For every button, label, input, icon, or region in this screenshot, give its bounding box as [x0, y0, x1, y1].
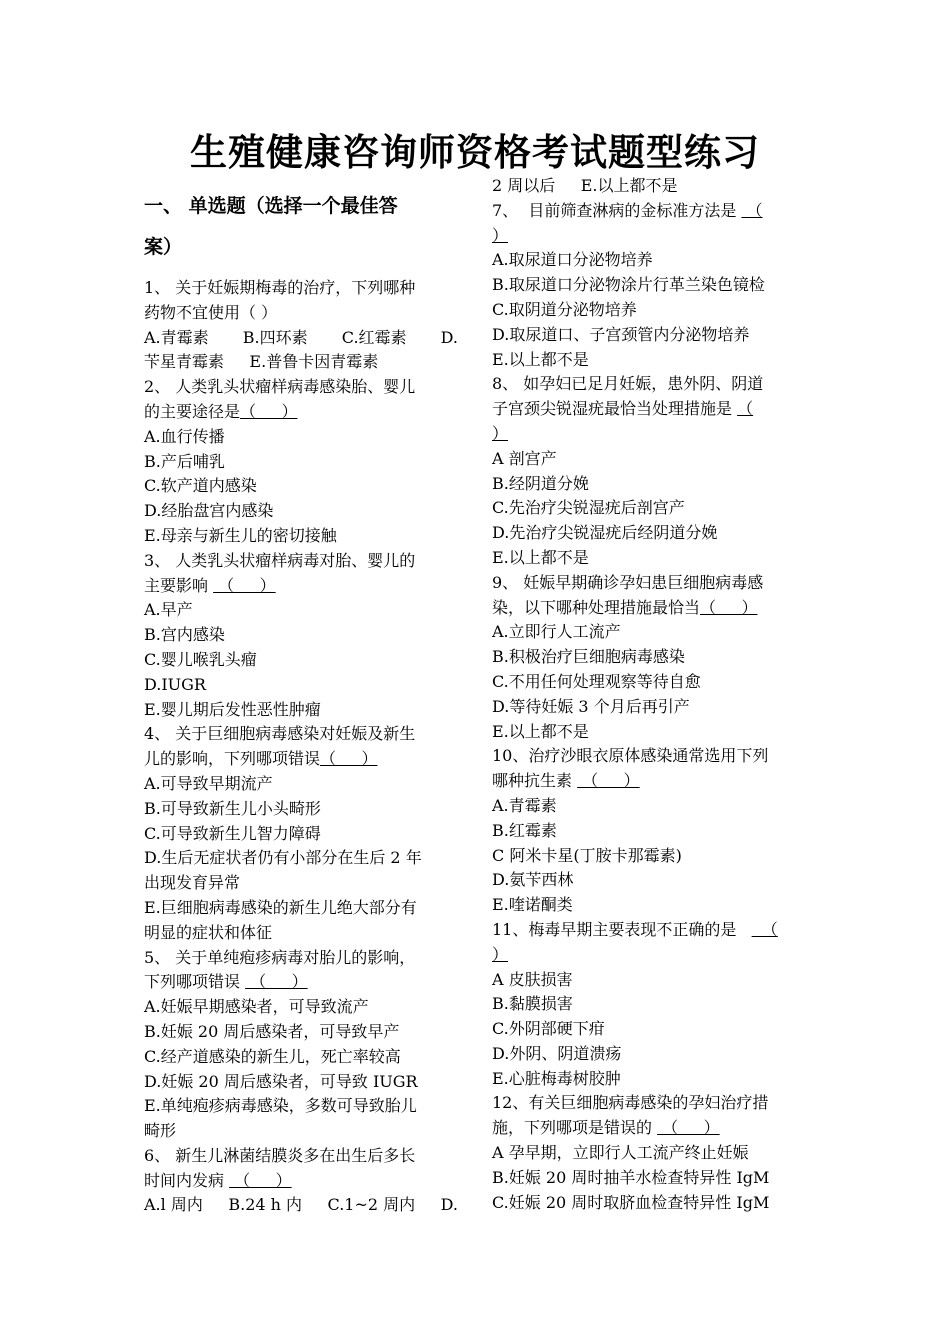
option: E.心脏梅毒树胶肿	[492, 1068, 621, 1088]
option: B.四环素	[242, 327, 308, 347]
option: C.取阴道分泌物培养	[492, 299, 637, 319]
question-text: 下列哪项错误	[144, 972, 246, 992]
answer-blank: ）	[492, 423, 509, 443]
option: B.积极治疗巨细胞病毒感染	[492, 647, 685, 667]
option: A.妊娠早期感染者，可导致流产	[144, 997, 369, 1017]
option: D.等待妊娠 3 个月后再引产	[492, 696, 690, 716]
option: B.红霉素	[492, 820, 557, 840]
option: A 皮肤损害	[492, 969, 573, 989]
option: 明显的症状和体征	[144, 922, 273, 942]
option: A.立即行人工流产	[492, 622, 621, 642]
section-heading: 一、 单选题（选择一个最佳答 案）	[144, 195, 398, 258]
answer-blank: （ ）	[657, 1118, 720, 1138]
question-text: 子宫颈尖锐湿疣最恰当处理措施是	[492, 399, 738, 419]
question-text: 8、 如孕妇已足月妊娠，患外阴、阴道	[492, 374, 764, 394]
answer-blank: ）	[492, 225, 509, 245]
question-6	[144, 1144, 458, 1218]
answer-blank: （ ）	[213, 575, 276, 595]
option: E.以上都不是	[492, 721, 589, 741]
option: A.取尿道口分泌物培养	[492, 250, 653, 270]
question-7	[492, 199, 808, 373]
option: C.外阴部硬下疳	[492, 1019, 605, 1039]
option: B.24 h 内	[228, 1195, 303, 1215]
option: D.氨苄西林	[492, 870, 574, 890]
question-text: 10、治疗沙眼衣原体感染通常选用下列	[492, 746, 769, 766]
option: C.先治疗尖锐湿疣后剖宫产	[492, 498, 685, 518]
question-text: 时间内发病	[144, 1170, 230, 1190]
answer-blank: （	[737, 399, 754, 419]
option: D.	[440, 327, 458, 347]
option: 出现发育异常	[144, 873, 241, 893]
option: 2 周以后 E.以上都不是	[492, 176, 678, 195]
left-column	[144, 186, 458, 1218]
option: C.红霉素	[341, 327, 407, 347]
right-column	[492, 174, 808, 1215]
question-text: 5、 关于单纯疱疹病毒对胎儿的影响，	[144, 947, 416, 967]
question-text: 6、 新生儿淋菌结膜炎多在出生后多长	[144, 1145, 416, 1165]
question-text: 施，下列哪项是错误的	[492, 1118, 658, 1138]
option: C.不用任何处理观察等待自愈	[492, 671, 701, 691]
option: E.以上都不是	[492, 349, 589, 369]
question-text: 9、 妊娠早期确诊孕妇患巨细胞病毒感	[492, 572, 764, 592]
question-text: 3、 人类乳头状瘤样病毒对胎、婴儿的	[144, 550, 416, 570]
option: E.单纯疱疹病毒感染，多数可导致胎儿	[144, 1096, 417, 1116]
option: A.青霉素	[492, 795, 557, 815]
answer-blank: （ ）	[240, 401, 298, 421]
question-3	[144, 549, 458, 723]
answer-blank: （ ）	[320, 749, 378, 769]
option: B.可导致新生儿小头畸形	[144, 798, 321, 818]
option: E.巨细胞病毒感染的新生儿绝大部分有	[144, 897, 417, 917]
question-text: 染，以下哪种处理措施最恰当	[492, 597, 701, 617]
option: C.婴儿喉乳头瘤	[144, 649, 257, 669]
option: C.1~2 周内	[327, 1195, 416, 1215]
question-10	[492, 744, 808, 918]
question-9	[492, 571, 808, 745]
option: D.外阴、阴道溃疡	[492, 1043, 622, 1063]
question-2	[144, 375, 458, 549]
question-text: 1、 关于妊娠期梅毒的治疗，下列哪种	[144, 278, 416, 297]
option: C.软产道内感染	[144, 476, 257, 496]
option: B.黏膜损害	[492, 994, 573, 1014]
option: A.可导致早期流产	[144, 773, 273, 793]
answer-blank: （ ）	[229, 1170, 292, 1190]
option: E.母亲与新生儿的密切接触	[144, 525, 337, 545]
question-text: 主要影响	[144, 575, 214, 595]
option: D.	[440, 1195, 458, 1215]
question-text: 药物不宜使用（ ）	[144, 302, 278, 322]
question-8	[492, 372, 808, 570]
option: B.妊娠 20 周后感染者，可导致早产	[144, 1021, 400, 1041]
question-text: 哪种抗生素	[492, 771, 578, 791]
option: A 剖宫产	[492, 448, 557, 468]
question-11	[492, 918, 808, 1092]
question-12	[492, 1091, 808, 1215]
option: C.可导致新生儿智力障碍	[144, 823, 321, 843]
option: D.取尿道口、子宫颈管内分泌物培养	[492, 324, 750, 344]
option: B.宫内感染	[144, 625, 225, 645]
question-5	[144, 946, 458, 1144]
answer-blank: （ ）	[245, 972, 308, 992]
option: D.先治疗尖锐湿疣后经阴道分娩	[492, 523, 718, 543]
answer-blank: （	[741, 200, 763, 220]
option: E.婴儿期后发性恶性肿瘤	[144, 699, 321, 719]
option: B.取尿道口分泌物涂片行革兰染色镜检	[492, 275, 765, 295]
question-text: 儿的影响，下列哪项错误	[144, 749, 321, 769]
option: D.妊娠 20 周后感染者，可导致 IUGR	[144, 1071, 418, 1091]
answer-blank: （ ）	[700, 597, 758, 617]
answer-blank: ）	[492, 944, 509, 964]
question-text: 的主要途径是	[144, 401, 241, 421]
option: C.妊娠 20 周时取脐血检查特异性 IgM	[492, 1192, 770, 1212]
question-text: 2、 人类乳头状瘤样病毒感染胎、婴儿	[144, 377, 416, 397]
option: B.妊娠 20 周时抽羊水检查特异性 IgM	[492, 1167, 770, 1187]
option: E.以上都不是	[492, 547, 589, 567]
option: A.血行传播	[144, 426, 225, 446]
question-1	[144, 276, 458, 375]
option: D.生后无症状者仍有小部分在生后 2 年	[144, 848, 422, 868]
option: C 阿米卡星(丁胺卡那霉素)	[492, 845, 682, 865]
option: A.青霉素	[144, 327, 209, 347]
option: D.经胎盘宫内感染	[144, 501, 274, 521]
option: E.喹诺酮类	[492, 895, 573, 915]
option: B.经阴道分娩	[492, 473, 589, 493]
option: 畸形	[144, 1121, 177, 1141]
option: A 孕早期，立即行人工流产终止妊娠	[492, 1143, 749, 1163]
option: 苄星青霉素 E.普鲁卡因青霉素	[144, 352, 379, 372]
option: D.IUGR	[144, 674, 206, 694]
option: A.早产	[144, 600, 193, 620]
options-row	[144, 1193, 458, 1218]
answer-blank: （ ）	[577, 771, 640, 791]
question-text: 12、有关巨细胞病毒感染的孕妇治疗措	[492, 1093, 769, 1113]
question-text: 11、梅毒早期主要表现不正确的是	[492, 919, 752, 939]
question-text: 7、 目前筛查淋病的金标准方法是	[492, 200, 742, 220]
option: B.产后哺乳	[144, 451, 225, 471]
option: C.经产道感染的新生儿，死亡率较高	[144, 1046, 401, 1066]
question-text: 4、 关于巨细胞病毒感染对妊娠及新生	[144, 724, 416, 744]
option: A.l 周内	[144, 1195, 203, 1215]
answer-blank: （	[751, 919, 778, 939]
question-4	[144, 722, 458, 945]
page-title: 生殖健康咨询师资格考试题型练习	[190, 131, 760, 174]
options-row	[144, 326, 458, 351]
